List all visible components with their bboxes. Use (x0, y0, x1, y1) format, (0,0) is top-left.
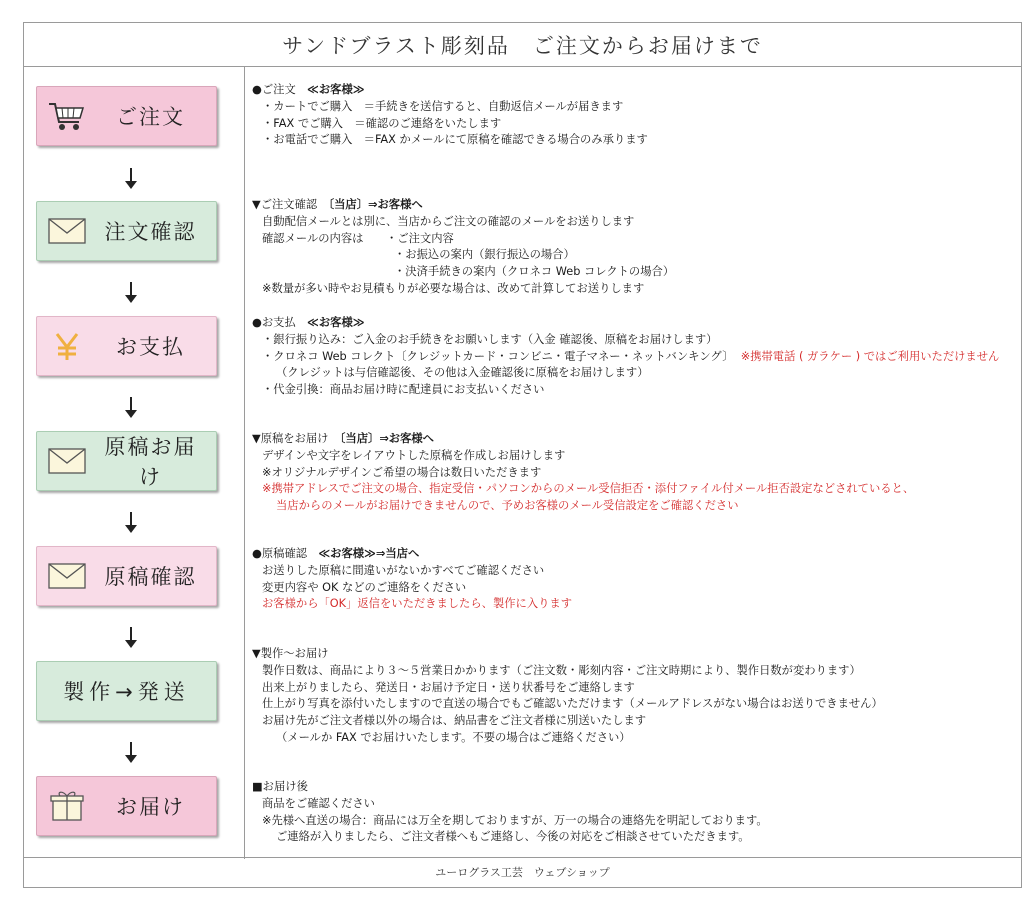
text-line: 製作日数は、商品により３～５営業日かかります（ご注文数・彫刻内容・ご注文時期により、製作日数が変わります） (262, 663, 861, 677)
section-heading: ●ご注文 (252, 83, 308, 96)
text-line: （クレジットは与信確認後、その他は入金確認後に原稿をお届けします） (276, 366, 649, 380)
page-title: サンドブラスト彫刻品 ご注文からお届けまで (24, 23, 1021, 67)
section-heading: ●お支払 (252, 316, 308, 329)
step-draft-delivery (36, 431, 217, 491)
shopping-cart-icon (37, 86, 97, 146)
warning-text: 当店からのメールがお届けできませんので、予めお客様のメール受信設定をご確認ください (276, 499, 739, 513)
flow-arrow-icon (125, 512, 137, 534)
text-line: ※数量が多い時やお見積もりが必要な場合は、改めて計算してお送りします (262, 281, 645, 295)
text-line: ※オリジナルデザインご希望の場合は数日いただきます (262, 465, 542, 479)
text-line: 自動配信メールとは別に、当店からご注文の確認のメールをお送りします (262, 214, 635, 228)
step-label: ご注文 (116, 105, 185, 129)
envelope-icon (37, 201, 97, 261)
step-draft-check (36, 546, 217, 606)
footer-shop-name: ユーログラス工芸 ウェブショップ (24, 857, 1021, 887)
section-confirm (252, 197, 1012, 298)
section-heading-role: 〔当店〕⇒お客様へ (339, 432, 434, 445)
warning-text: ※携帯電話 ( ガラケー ) ではご利用いただけません (740, 349, 1000, 363)
step-production (36, 661, 217, 721)
step-delivery (36, 776, 217, 836)
section-order (252, 82, 1012, 149)
text-line: 商品をご確認ください (262, 796, 375, 810)
text-line: （メールか FAX でお届けいたします。不要の場合はご連絡ください） (276, 730, 631, 744)
step-order-confirm (36, 201, 217, 261)
section-heading-role: ≪お客様≫ (307, 316, 365, 329)
flow-arrow-icon (125, 397, 137, 419)
text-line: ・お振込の案内（銀行振込の場合） (394, 248, 575, 262)
section-delivery (252, 779, 1012, 846)
step-payment (36, 316, 217, 376)
flow-arrow-icon (125, 627, 137, 649)
column-divider (244, 67, 245, 859)
text-line: ・クロネコ Web コレクト〔クレジットカード・コンビニ・電子マネー・ネットバンキング〕 (262, 349, 734, 363)
text-line: ・銀行振り込み：ご入金のお手続きをお願いします（入金 確認後、原稿をお届けします） (262, 332, 718, 346)
section-heading: ▼原稿をお届け (252, 432, 340, 445)
text-line: ※先様へ直送の場合：商品には万全を期しておりますが、万一の場合の連絡先を明記しております。 (262, 813, 768, 827)
yen-icon (37, 316, 97, 376)
section-check (252, 546, 1012, 613)
text-line: ・カートでご購入 ＝手続きを送信すると、自動返信メールが届きます (262, 99, 624, 113)
text-line: ご連絡が入りましたら、ご注文者様へもご連絡し、今後の対応をご相談させていただきます。 (276, 830, 750, 844)
step-label: 注文確認 (104, 220, 197, 244)
step-label: お支払 (116, 335, 185, 359)
flow-arrow-icon (125, 742, 137, 764)
step-order (36, 86, 217, 146)
section-heading: ■お届け後 (252, 780, 308, 793)
step-label: 製作→発送 (63, 680, 190, 704)
section-heading: ●原稿確認 (252, 547, 319, 560)
text-line: デザインや文字をレイアウトした原稿を作成しお届けします (262, 448, 566, 462)
flow-arrow-icon (125, 282, 137, 304)
section-production (252, 646, 1012, 747)
text-line: ・ご注文内容 (386, 231, 454, 245)
step-label: 原稿確認 (104, 565, 197, 589)
text-line: ・お電話でご購入 ＝FAX かメールにて原稿を確認できる場合のみ承ります (262, 133, 648, 147)
step-label: 原稿お届け (104, 435, 197, 489)
envelope-icon (37, 431, 97, 491)
section-heading-role: 〔当店〕⇒お客様へ (328, 198, 423, 211)
text-line: ・決済手続きの案内（クロネコ Web コレクトの場合） (394, 265, 675, 279)
section-payment (252, 315, 1012, 399)
text-line: 仕上がり写真を添付いたしますので直送の場合でもご確認いただけます（メールアドレスがない場合はお送りできません） (262, 697, 883, 711)
envelope-icon (37, 546, 97, 606)
text-line: 確認メールの内容は (262, 231, 387, 245)
section-draft (252, 431, 1012, 515)
text-line: 出来上がりましたら、発送日・お届け予定日・送り状番号をご連絡します (262, 680, 635, 694)
gift-box-icon (37, 776, 97, 836)
warning-text: お客様から「OK」返信をいただきましたら、製作に入ります (262, 597, 573, 611)
text-line: ・代金引換：商品お届け時に配達員にお支払いください (262, 383, 545, 397)
text-line: お届け先がご注文者様以外の場合は、納品書をご注文者様に別送いたします (262, 714, 647, 728)
text-line: 変更内容や OK などのご連絡をください (262, 580, 467, 594)
section-heading: ▼ご注文確認 (252, 198, 329, 211)
section-heading-role: ≪お客様≫⇒当店へ (318, 547, 420, 560)
section-heading-role: ≪お客様≫ (307, 83, 365, 96)
text-line: お送りした原稿に間違いがないかすべてご確認ください (262, 563, 545, 577)
section-heading: ▼製作～お届け (252, 647, 329, 660)
text-line: ・FAX でご購入 ＝確認のご連絡をいたします (262, 116, 502, 130)
step-label: お届け (116, 795, 185, 819)
warning-text: ※携帯アドレスでご注文の場合、指定受信・パソコンからのメール受信拒否・添付ファイル付メール拒否設定などされていると、 (262, 482, 915, 496)
flow-arrow-icon (125, 168, 137, 190)
